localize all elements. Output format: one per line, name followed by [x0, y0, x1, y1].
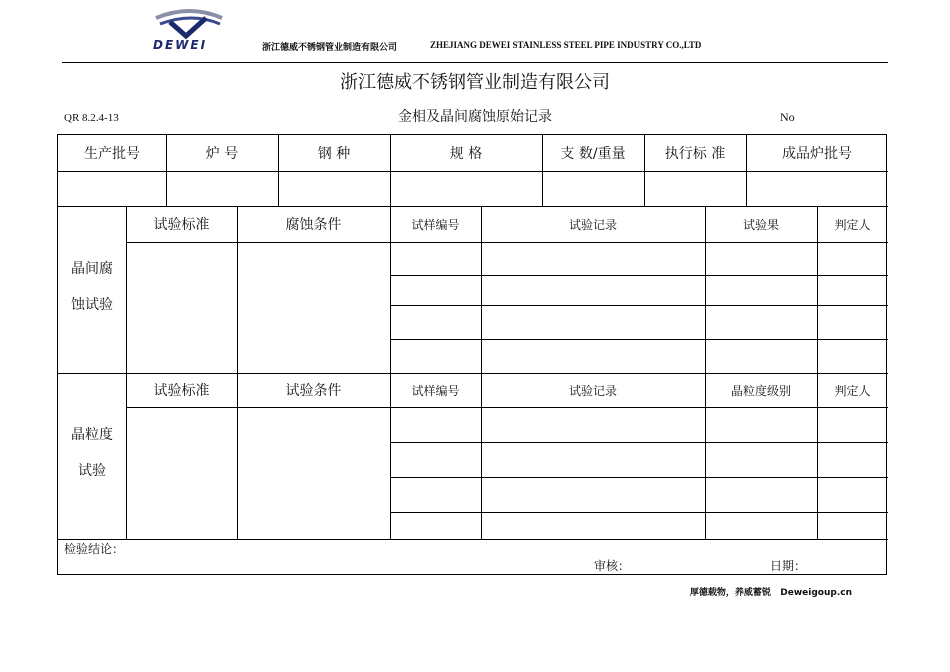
corrosion-header-sample-no: 试样编号 — [411, 217, 460, 232]
row-line — [390, 442, 888, 443]
header-furnace-no: 炉 号 — [205, 146, 239, 162]
corrosion-label-line1: 晶间腐 — [71, 261, 113, 277]
row-line — [126, 242, 888, 243]
header-product-batch: 成品炉批号 — [782, 146, 852, 162]
row-line — [390, 339, 888, 340]
grain-header-standard: 试验标准 — [153, 383, 210, 399]
corrosion-label-line2: 蚀试验 — [71, 297, 113, 313]
corrosion-header-condition: 腐蚀条件 — [285, 217, 342, 233]
grain-header-judge: 判定人 — [834, 383, 871, 398]
row-line — [58, 539, 888, 540]
grain-header-level: 晶粒度级别 — [730, 383, 791, 398]
grain-header-sample-no: 试样编号 — [411, 383, 460, 398]
logo-text: DEWEI — [153, 38, 208, 52]
row-line — [58, 171, 888, 172]
row-line — [390, 305, 888, 306]
header-company-en: ZHEJIANG DEWEI STAINLESS STEEL PIPE INDUSTRY CO.,LTD — [430, 40, 702, 50]
corrosion-header-record: 试验记录 — [568, 217, 617, 232]
grain-label-line1: 晶粒度 — [71, 427, 113, 443]
footer-slogan — [690, 585, 852, 598]
header-steel-grade: 钢 种 — [317, 146, 351, 162]
grain-header-condition: 试验条件 — [285, 383, 342, 399]
header-divider — [62, 62, 888, 63]
grain-label-line2: 试验 — [78, 463, 106, 479]
header-count-weight: 支 数/重量 — [560, 146, 626, 162]
document-code: QR 8.2.4-13 — [64, 112, 119, 124]
number-label: No — [780, 110, 795, 124]
slogan-text: 厚德载物，养威蓄锐 — [689, 588, 771, 598]
form-title: 金相及晶间腐蚀原始记录 — [398, 109, 552, 125]
corrosion-header-standard: 试验标准 — [153, 217, 210, 233]
row-line — [390, 477, 888, 478]
corrosion-section-label — [58, 251, 126, 323]
header-standard: 执行标 准 — [664, 146, 726, 162]
review-label: 审核： — [594, 559, 631, 573]
header-batch-no: 生产批号 — [84, 146, 140, 162]
row-line — [390, 275, 888, 276]
header-specification: 规 格 — [449, 146, 483, 162]
grain-header-record: 试验记录 — [568, 383, 617, 398]
row-line — [390, 512, 888, 513]
date-label: 日期： — [770, 559, 807, 573]
header-company-cn: 浙江德威不锈钢管业制造有限公司 — [262, 43, 398, 53]
record-table — [57, 134, 887, 575]
website-text: Deweigoup.cn — [780, 588, 852, 598]
conclusion-label: 检验结论： — [64, 542, 125, 556]
company-title: 浙江德威不锈钢管业制造有限公司 — [340, 72, 610, 93]
corrosion-header-judge: 判定人 — [834, 217, 871, 232]
corrosion-header-result: 试验果 — [742, 217, 779, 232]
row-line — [126, 407, 888, 408]
grain-section-label — [58, 417, 126, 489]
